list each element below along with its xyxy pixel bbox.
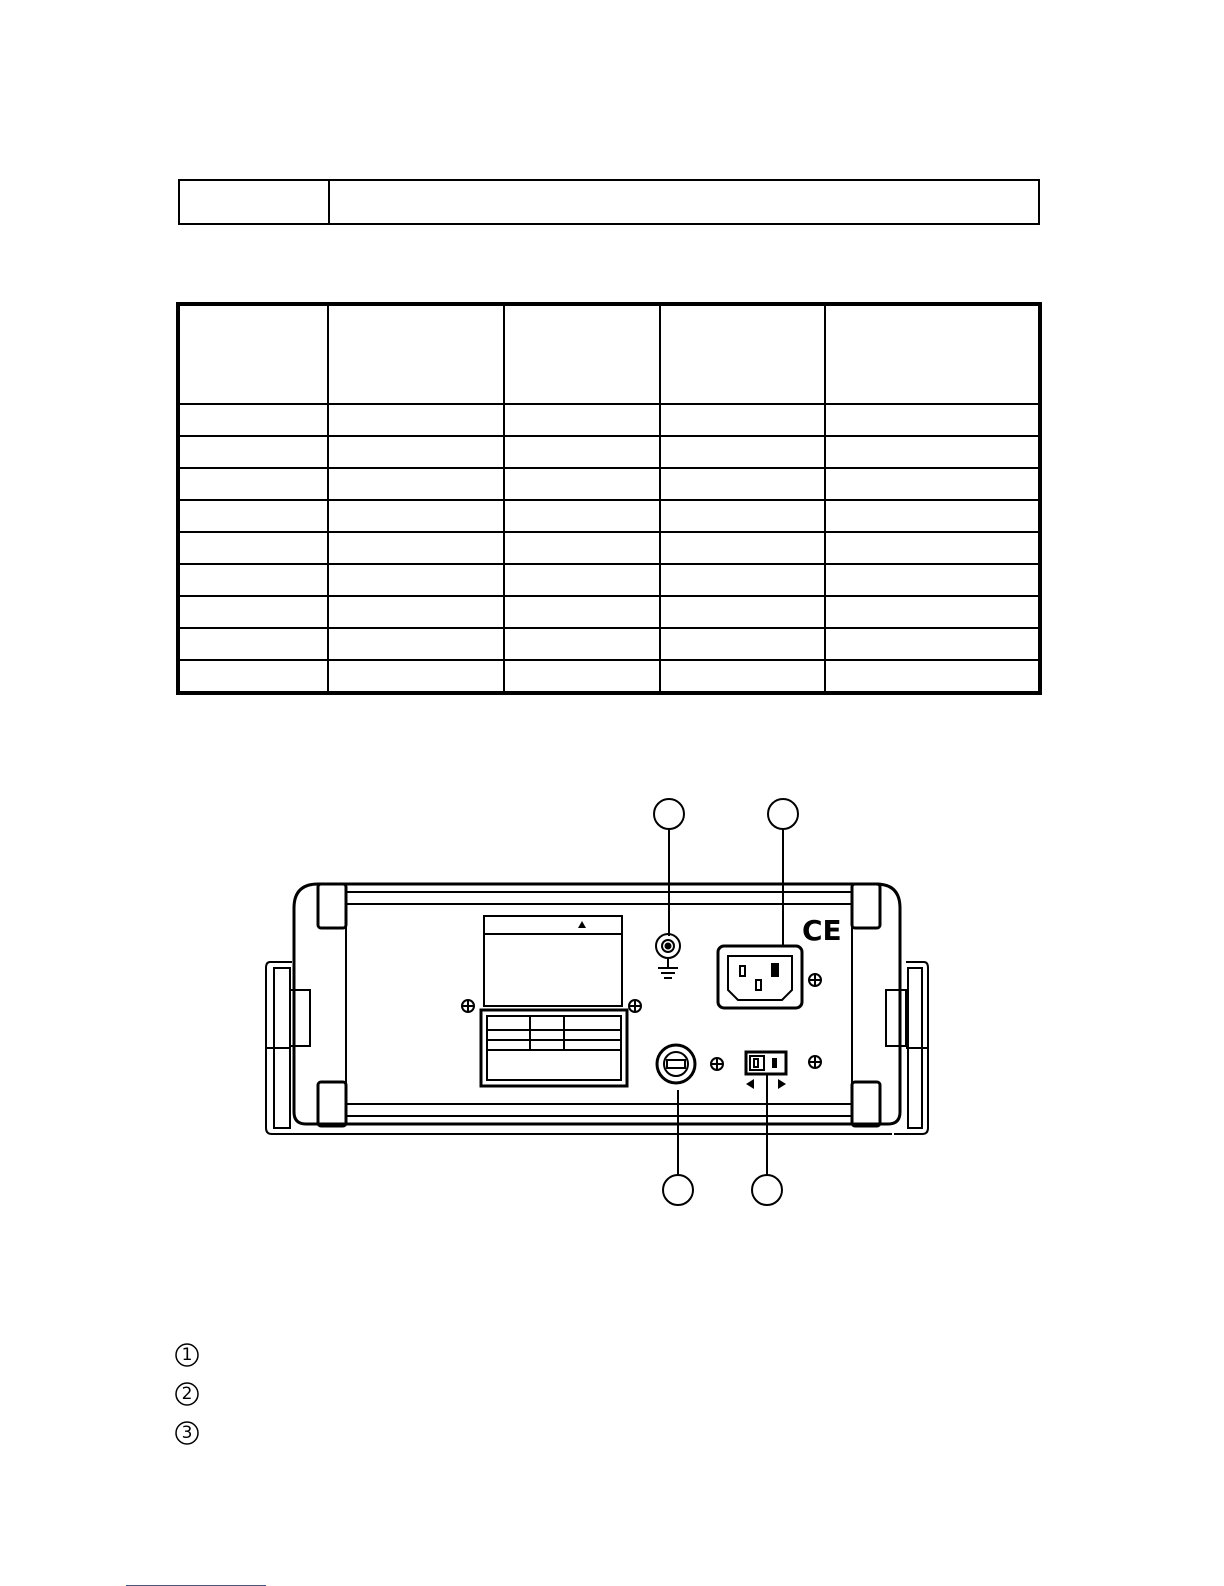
fuse-holder[interactable] [657, 1045, 695, 1083]
screw-icon [809, 974, 821, 986]
legend-item-1 [174, 1342, 204, 1370]
callout-bottom-left [663, 1090, 693, 1205]
screw-icon [462, 1000, 474, 1012]
callout-top-left [654, 799, 684, 936]
legend-number: 2 [181, 1384, 193, 1404]
left-handle [266, 962, 310, 1134]
rating-label-plate [484, 916, 622, 1006]
legend-item-2 [174, 1381, 204, 1409]
legend-number: 1 [181, 1345, 193, 1365]
ce-mark: CE [802, 914, 842, 947]
ground-terminal [656, 934, 680, 978]
screw-icon [711, 1058, 723, 1070]
ac-power-inlet [718, 946, 802, 1008]
legend-item-3 [174, 1420, 204, 1448]
voltage-table-plate [481, 1010, 627, 1086]
callout-top-right [768, 799, 798, 945]
callout-bottom-right [752, 1075, 782, 1205]
screw-icon [809, 1056, 821, 1068]
screw-icon [629, 1000, 641, 1012]
right-handle [886, 962, 928, 1134]
legend-number: 3 [181, 1423, 193, 1443]
